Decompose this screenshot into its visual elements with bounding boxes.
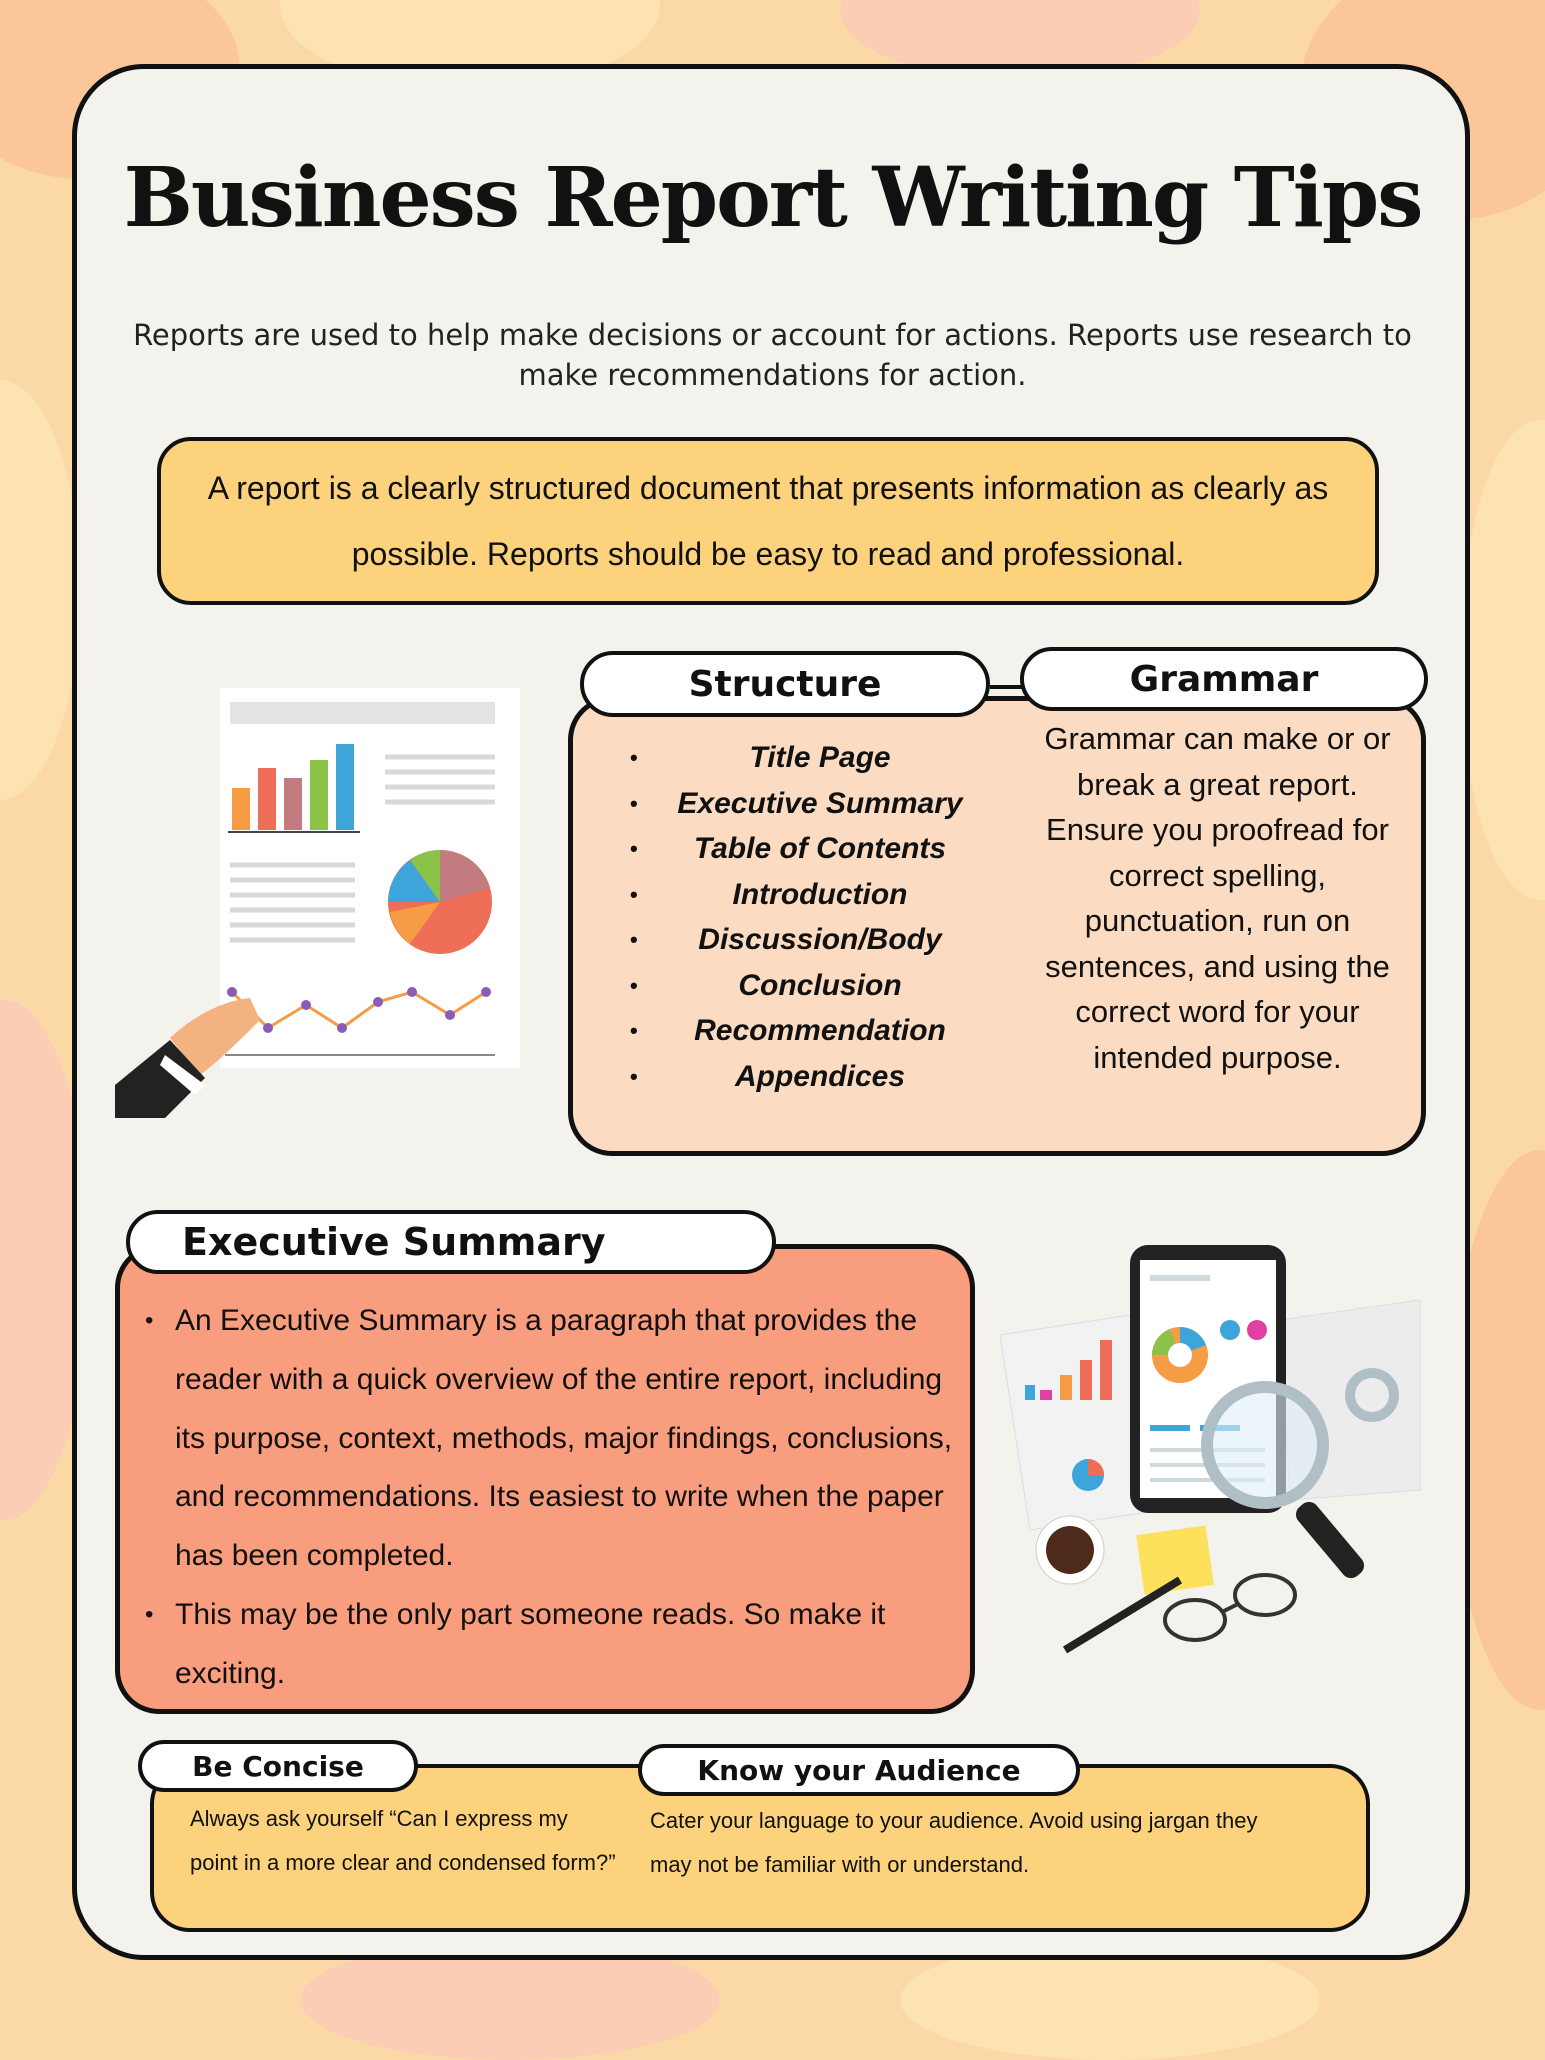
list-item: • This may be the only part someone reads. So make it exciting. [145, 1586, 960, 1704]
definition-box: A report is a clearly structured document that presents information as clearly as possible. Reports should be easy to read and professional. [157, 437, 1379, 605]
connector-line [990, 685, 1022, 689]
list-item: • Introduction [620, 872, 1020, 918]
list-item: • Title Page [620, 735, 1020, 781]
know-audience-text: Cater your language to your audience. Avoid using jargan they may not be familiar with or understand. [650, 1808, 1258, 1877]
grammar-text: Grammar can make or or break a great report. Ensure you proofread for correct spelling, punctuation, run on sentences, and using the correct word for your intended purpose. [1044, 721, 1391, 1075]
list-item: • Recommendation [620, 1008, 1020, 1054]
page-title: Business Report Writing Tips [123, 150, 1422, 246]
list-item: • Discussion/Body [620, 917, 1020, 963]
analytics-desk-illustration [1000, 1240, 1430, 1670]
be-concise-heading: Be Concise [138, 1740, 418, 1792]
background-blob [0, 380, 80, 800]
report-document-illustration [110, 680, 530, 1125]
executive-summary-list [145, 1292, 960, 1704]
structure-heading: Structure [580, 651, 990, 717]
intro-text: Reports are used to help make decisions or account for actions. Reports use research to make recommendations for action. [133, 318, 1412, 392]
grammar-heading: Grammar [1020, 647, 1428, 711]
be-concise-text: Always ask yourself “Can I express my point in a more clear and condensed form?” [190, 1806, 616, 1875]
list-item: • Table of Contents [620, 826, 1020, 872]
structure-list [620, 735, 1020, 1099]
executive-summary-heading: Executive Summary [126, 1210, 776, 1274]
know-audience-heading: Know your Audience [638, 1744, 1080, 1796]
list-item: • Appendices [620, 1054, 1020, 1100]
list-item: • Executive Summary [620, 781, 1020, 827]
list-item: • Conclusion [620, 963, 1020, 1009]
background-blob [1460, 420, 1545, 900]
list-item: • An Executive Summary is a paragraph that provides the reader with a quick overview of the entire report, including its purpose, context, methods, major findings, conclusions, and recommendations. Its easiest to write when the paper has been completed. [145, 1292, 960, 1586]
